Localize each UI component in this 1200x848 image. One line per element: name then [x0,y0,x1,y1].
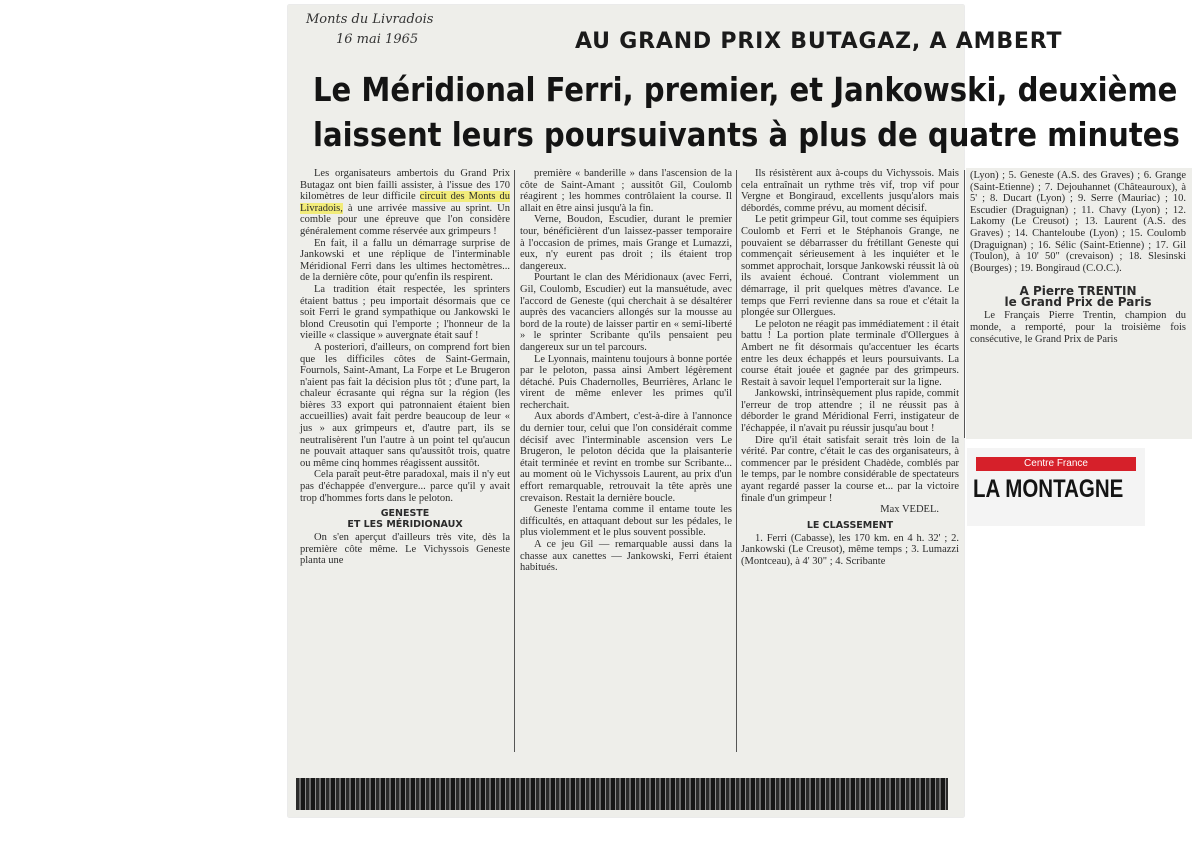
subheading: GENESTE ET LES MÉRIDIONAUX [347,508,463,531]
article-column-4 [970,170,1186,345]
headline-line-2: laissent leurs poursuivants à plus de quatre minutes [313,115,1180,154]
handwritten-date: 16 mai 1965 [336,32,419,47]
paragraph: A ce jeu Gil — remarquable aussi dans la chasse aux canettes — Jankowski, Ferri étaient habitués. [520,539,732,574]
classement-text: 1. Ferri (Cabasse), les 170 km. en 4 h. 32' ; 2. Jankowski (Le Creusot), même temps ; 3. Lumazzi (Montceau), à 4' 30" ; 4. Scribante [741,532,959,567]
column-rule [736,170,737,752]
paragraph: Geneste l'entama comme il entame toute les difficultés, en attaquant debout sur les pédales, le plus violemment et le plus souvent possible. [520,504,732,539]
paragraph: Pourtant le clan des Méridionaux (avec Ferri, Gil, Coulomb, Escudier) eut la mansuétude, avec l'accord de Geneste (qui cherchait à se désaltérer auprès des vacanciers allongés sur la mousse au bord de la route) de laisser partir en « semi-liberté » le sprinter Scribante qu'ils pensaient peu dangereux sur un tel parcours. [520,272,732,353]
paragraph: Aux abords d'Ambert, c'est-à-dire à l'annonce du dernier tour, celui que l'on considérait comme décisif avec l'interminable ascension vers Le Brugeron, le peloton décida que la plaisanterie était terminée et revint en trombe sur Scribante... au moment où le Vichyssois Laurent, au prix d'un effort remarquable, retrouvait la tête après une crevaison. Restait la dernière boucle. [520,411,732,504]
paragraph: Dire qu'il était satisfait serait très loin de la vérité. Par contre, c'était le cas des organisateurs, à commencer par le président Chadède, comblés par le temps, par le nombre considérable de spectateurs ayant regardé passer la course et... par la victoire finale d'un grimpeur ! [741,434,959,504]
paragraph: Cela paraît peut-être paradoxal, mais il n'y eut pas d'échappée d'envergure... parce qu'il y avait trop d'hommes forts dans le peloton. [300,469,510,504]
paragraph: Jankowski, intrinsèquement plus rapide, commit l'erreur de trop attendre ; il ne réussit pas à déborder le grand Méridional Ferri, instigateur de l'échappée, il n'avait pu réussir jusqu'au bout ! [741,388,959,435]
paragraph: Le petit grimpeur Gil, tout comme ses équipiers Coulomb et Ferri et le Stéphanois Grange, ne pouvaient se débarrasser du frétillant Geneste qui commençait sérieusement à les inquiéter et le sommet approchait, lorsque Jankowski réussit là où ils avaient échoué. Contrant violemment un démarrage, il prit quelques mètres d'avance. Le temps que Ferri revienne dans sa roue et c'était la plongée sur Ollergues. [741,214,959,319]
kicker-headline: AU GRAND PRIX BUTAGAZ, A AMBERT [575,29,1063,54]
column-rule [514,170,515,752]
logo-title: LA MONTAGNE [973,475,1124,503]
paragraph: La tradition était respectée, les sprinters étaient battus ; peu importait désormais que ce soit Ferri le grand sympathique ou Jankowski le blond Creusotin qui l'emporte ; l'honneur de la vieille « classique » auvergnate était sauf ! [300,283,510,342]
paragraph: Le peloton ne réagit pas immédiatement : il était battu ! La portion plate terminale d'Ollergues à Ambert ne fit désormais qu'accentuer les écarts entre les deux échappés et leurs poursuivants. La course était jouée et gagnée par des grimpeurs. Restait à savoir lequel l'emporterait sur la ligne. [741,318,959,388]
classement-continued: (Lyon) ; 5. Geneste (A.S. des Graves) ; 6. Grange (Saint-Etienne) ; 7. Dejouhannet (Châteauroux), à 5' ; 8. Ducart (Lyon) ; 9. Serre (Mauriac) ; 10. Escudier (Draguignan) ; 11. Chavy (Lyon) ; 12. Lakomy (Le Creusot) ; 13. Laurent (A.S. des Graves) ; 14. Chanteloube (Lyon) ; 15. Coulomb (Draguignan) ; 16. Sélic (Saint-Etienne) ; 17. Gil (Toulon), à 10' 50" (crevaison) ; 18. Slesinski (Bourges) ; 19. Bongiraud (C.O.C.). [970,170,1186,274]
highlighted-text: circuit des Monts du Livradois, [300,191,510,214]
handwritten-source: Monts du Livradois [306,12,434,27]
box-text: Le Français Pierre Trentin, champion du monde, a remporté, pour la troisième fois consécutive, le Grand Prix de Paris [970,310,1186,345]
article-column-1 [300,168,510,567]
paragraph: Verne, Boudon, Escudier, durant le premier tour, bénéficièrent d'un laissez-passer temporaire à l'occasion de primes, mais Grange et Lumazzi, eux, n'y eurent pas droit ; ils étaient trop dangereux. [520,214,732,272]
headline-line-1: Le Méridional Ferri, premier, et Jankowski, deuxième [313,70,1178,109]
logo-banner: Centre France [976,457,1136,471]
article-column-2 [520,168,732,574]
classement-heading: LE CLASSEMENT [806,519,894,531]
column-rule [964,170,965,438]
box-title: A Pierre TRENTIN le Grand Prix de Paris [1004,284,1152,310]
paragraph: Les organisateurs ambertois du Grand Prix Butagaz ont bien failli assister, à l'issue des 170 kilomètres de leur difficile circuit des Monts du Livradois, à une arrivée massive au sprint. Un comble pour une épreuve que l'on considère généralement comme réservée aux grimpeurs ! [300,168,510,237]
paragraph: On s'en aperçut d'ailleurs très vite, dès la première côte même. Le Vichyssois Geneste planta une [300,532,510,567]
article-column-3 [741,168,959,568]
paragraph: Ils résistèrent aux à-coups du Vichyssois. Mais cela entraînait un rythme très vif, trop vif pour Vergne et Bongiraud, excellents jusqu'alors mais débordés, comme prévu, au moment décisif. [741,168,959,214]
author-signature: Max VEDEL. [880,504,939,516]
photo-strip [296,778,948,810]
paragraph: première « banderille » dans l'ascension de la côte de Saint-Amant ; aussitôt Gil, Coulomb réagirent ; les hommes contrôlaient la course. Il allait en être ainsi jusqu'à la fin. [520,168,732,214]
paragraph: En fait, il a fallu un démarrage surprise de Jankowski et une réplique de l'interminable Méridional Ferri dans les ultimes hectomètres... de la dernière côte, pour qu'enfin ils respirent. [300,237,510,284]
paragraph: A posteriori, d'ailleurs, on comprend fort bien que les difficiles côtes de Saint-Germain, Fournols, Saint-Amant, La Forpe et Le Brugeron n'aient pas fait la décision plus tôt ; d'une part, la chaleur écrasante qui régna sur la région (les bières 33 export qui patronnaient étaient bien accueillies) avait fait perdre beaucoup de leur « jus » aux grimpeurs et, d'autre part, ils se neutralisèrent l'un l'autre à un point tel qu'aucun ne pouvait attaquer sans qu'aussitôt trois, quatre ou même cinq hommes réagissent aussitôt. [300,341,510,469]
paragraph: Le Lyonnais, maintenu toujours à bonne portée par le peloton, passa ainsi Ambert légèrement détaché. Puis Chadernolles, Beurrières, Arlanc le virent de même enlever les primes qu'il recherchait. [520,353,732,411]
